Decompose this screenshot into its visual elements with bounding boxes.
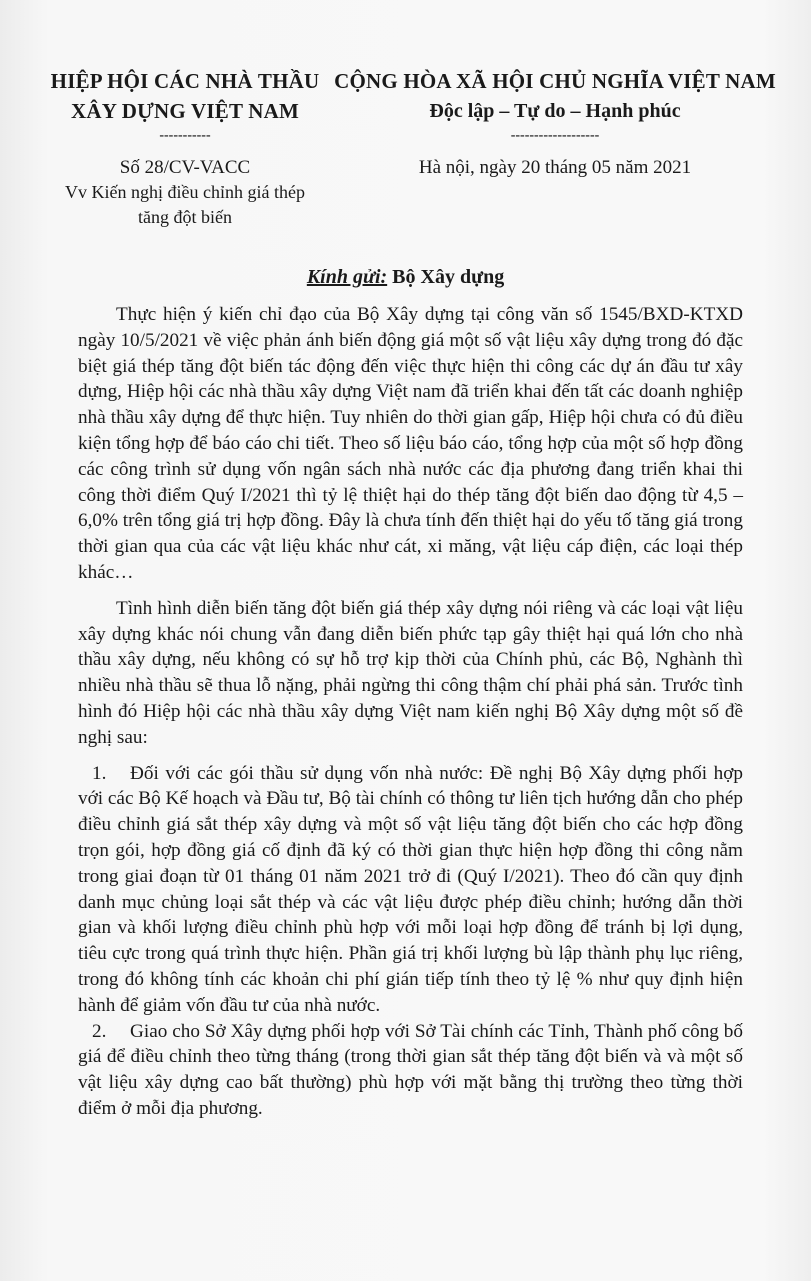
subject-line1: Vv Kiến nghị điều chỉnh giá thép — [65, 182, 305, 202]
document-date: Hà nội, ngày 20 tháng 05 năm 2021 — [418, 157, 692, 178]
salutation-label: Kính gửi: — [306, 266, 388, 288]
nation-name: CỘNG HÒA XÃ HỘI CHỦ NGHĨA VIỆT NAM — [334, 69, 776, 93]
body-paragraph: Tình hình diễn biến tăng đột biến giá thép xây dựng nói riêng và các loại vật liệu xây dựng khác nói chung vẫn đang diễn biến phức tạp gây thiệt hại quá lớn cho nhà thầu xây dựng, nếu không có sự hỗ trợ kịp thời của Chính phủ, các Bộ, Nghành thì nhiều nhà thầu sẽ thua lỗ nặng, phải ngừng thi công thậm chí phải phá sản. Trước tình hình đó Hiệp hội các nhà thầu xây dựng Việt nam kiến nghị Bộ Xây dựng một số đề nghị sau: — [78, 597, 743, 748]
proposal-number: 1. — [92, 762, 107, 784]
proposal-item — [78, 1019, 743, 1122]
salutation — [0, 263, 811, 291]
issuer-name-line1: HIỆP HỘI CÁC NHÀ THẦU — [50, 69, 320, 93]
proposal-number: 2. — [92, 1020, 107, 1042]
proposal-text: Đối với các gói thầu sử dụng vốn nhà nước: Đề nghị Bộ Xây dựng phối hợp với các Bộ Kế hoạch và Đầu tư, Bộ tài chính có thông tư liên tịch hướng dẫn cho phép điều chỉnh giá sắt thép xây dựng và một số vật liệu tăng đột biến cho các hợp đồng trọn gói, hợp đồng giá cố định đã ký có thời gian thực hiện hợp đồng thi công nằm trong giai đoạn từ 01 tháng 01 năm 2021 trở đi (Quý I/2021). Theo đó cần quy định danh mục chủng loại sắt thép và các vật liệu được phép điều chỉnh; hướng dẫn thời gian và khối lượng điều chỉnh phù hợp với mỗi loại hợp đồng để tránh bị lợi dụng, tiêu cực trong quá trình thực hiện. Phần giá trị khối lượng bù lập thành phụ lục riêng, trong đó không tính các khoản chi phí gián tiếp tính theo tỷ lệ % như quy định hiện hành để giảm vốn đầu tư của nhà nước. — [78, 762, 743, 1016]
issuer-separator: ----------- — [159, 128, 211, 143]
salutation-recipient: Bộ Xây dựng — [392, 266, 505, 288]
proposal-text: Giao cho Sở Xây dựng phối hợp với Sở Tài chính các Tỉnh, Thành phố công bố giá để điều chỉnh theo từng tháng (trong thời gian sắt thép tăng đột biến và và một số vật liệu xây dựng cao bất thường) phù hợp với mặt bằng thị trường theo từng thời điểm ở mỗi địa phương. — [78, 1020, 743, 1119]
motto-separator: ------------------- — [510, 128, 600, 143]
document-number: Số 28/CV-VACC — [119, 157, 251, 178]
proposal-item — [78, 761, 743, 1019]
subject-line2: tăng đột biến — [138, 207, 232, 227]
letter-body — [78, 302, 743, 1122]
body-paragraph: Thực hiện ý kiến chỉ đạo của Bộ Xây dựng tại công văn số 1545/BXD-KTXD ngày 10/5/2021 về việc phản ánh biến động giá một số vật liệu xây dựng trong đó đặc biệt giá thép tăng đột biến tác động đến việc thực hiện thi công các dự án đầu tư xây dựng, Hiệp hội các nhà thầu xây dựng Việt nam đã triển khai đến tất các doanh nghiệp nhà thầu xây dựng để thực hiện. Tuy nhiên do thời gian gấp, Hiệp hội chưa có đủ điều kiện tổng hợp để báo cáo chi tiết. Theo số liệu báo cáo, tổng hợp của một số hợp đồng các công trình sử dụng vốn ngân sách nhà nước các địa phương đang triển khai thi công thời điểm Quý I/2021 thì tỷ lệ thiệt hại do thép tăng đột biến dao động từ 4,5 – 6,0% trên tổng giá trị hợp đồng. Đây là chưa tính đến thiệt hại do yếu tố tăng giá trong thời gian qua của các vật liệu khác như cát, xi măng, vật liệu cáp điện, các loại thép khác… — [78, 304, 743, 583]
national-header-block — [330, 66, 780, 180]
national-motto: Độc lập – Tự do – Hạnh phúc — [429, 100, 681, 122]
issuer-block — [40, 66, 330, 230]
issuer-name-line2: XÂY DỰNG VIỆT NAM — [71, 99, 299, 123]
